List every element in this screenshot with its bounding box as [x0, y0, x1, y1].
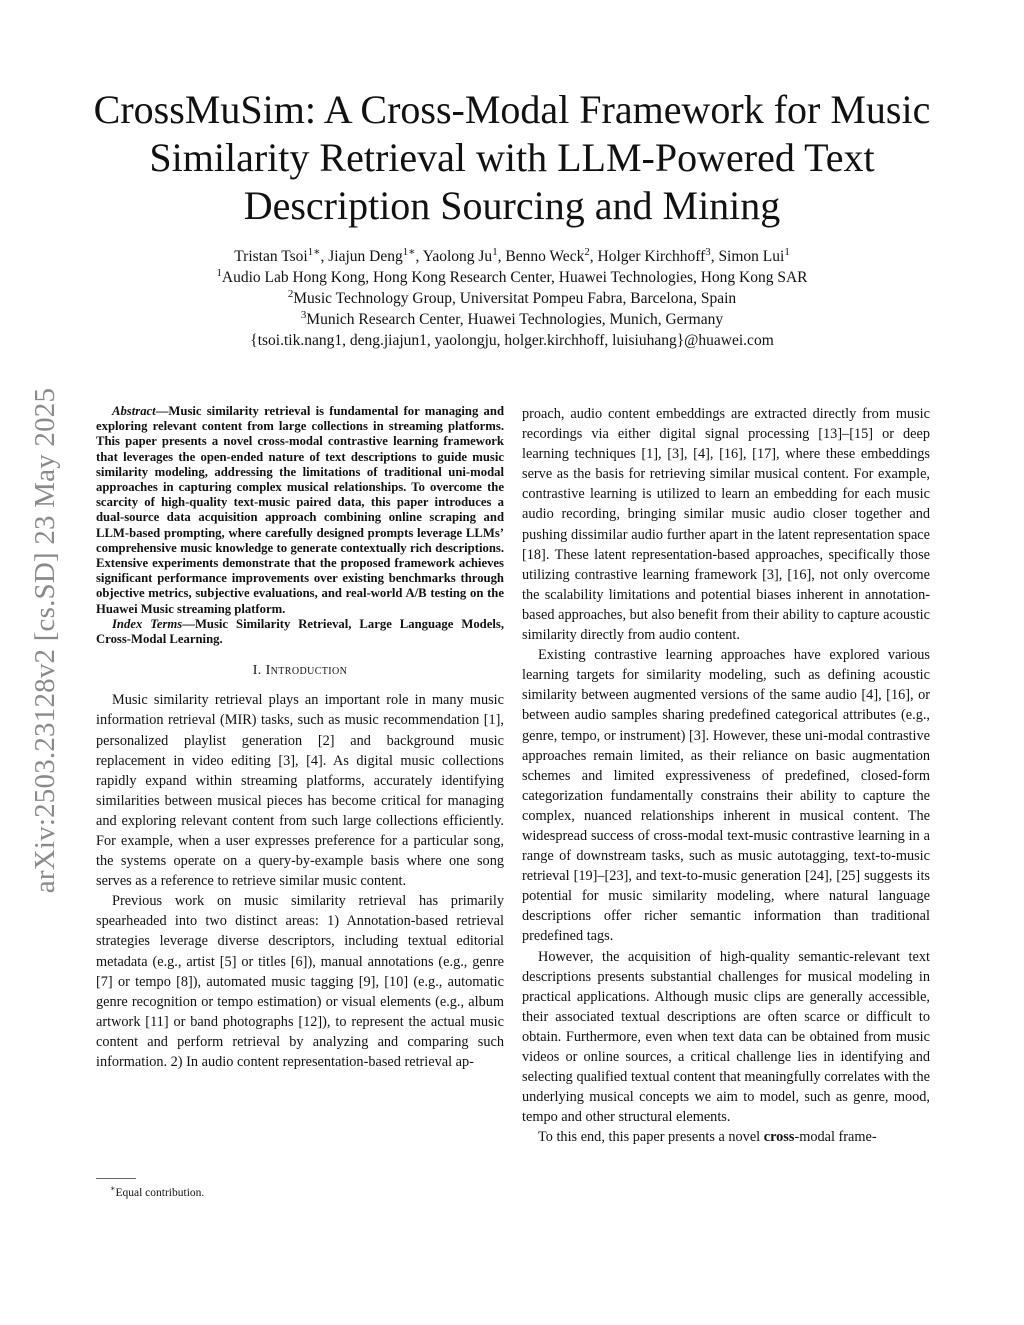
intro-paragraph-5: To this end, this paper presents a novel cross-modal frame- [538, 1129, 877, 1146]
author-block [60, 246, 964, 351]
index-terms-text: —Music Similarity Retrieval, Large Language Models, Cross-Modal Learning. [96, 616, 504, 647]
left-column [96, 404, 504, 1072]
arxiv-identifier: arXiv:2503.23128v2 [cs.SD] 23 May 2025 [29, 387, 62, 893]
footnote: ∗Equal contribution. [110, 1184, 205, 1199]
paper-title [60, 86, 964, 230]
abstract-label: Abstract [112, 404, 156, 418]
author-emails: {tsoi.tik.nang1, deng.jiajun1, yaolongju, holger.kirchhoff, luisiuhang}@huawei.com [250, 332, 774, 349]
intro-paragraph-4: However, the acquisition of high-quality semantic-relevant text descriptions presents substantial challenges for musical modeling in practical applications. Although music clips are generally accessible, their associated textual descriptions are often scarce or difficult to obtain. Furthermore, even when text data can be obtained from music videos or online sources, a critical challenge lies in identifying and selecting qualified textual content that meaningfully correlates with the underlying musical concepts we aim to model, such as genre, mood, tempo and other structural elements. [522, 948, 930, 1126]
intro-paragraph-1: Music similarity retrieval plays an important role in many music information retrieval (MIR) tasks, such as music recommendation [1], personalized playlist generation [2] and background music replacement in video editing [3], [4]. As digital music collections rapidly expand within streaming platforms, accurately identifying similarities between musical pieces has become critical for managing and exploring relevant content from such large collections efficiently. For example, when a user expresses preference for a particular song, the systems operate on a query-by-example basis where one song serves as a reference to retrieve similar music content. [96, 692, 504, 890]
intro-paragraph-3: Existing contrastive learning approaches have explored various learning targets for similarity modeling, such as defining acoustic similarity between augmented versions of the same audio [4], [16], or between audio samples sharing predefined categorical attributes (e.g., genre, tempo, or instrument) [3]. However, these uni-modal contrastive approaches remain limited, as their reliance on basic augmentation schemes and limited expressiveness of predefined, closed-form categorization fundamentally constrains their ability to capture the complex, nuanced relationships inherent in musical content. The widespread success of cross-modal text-music contrastive learning in a range of downstream tasks, such as music autotagging, text-to-music retrieval [19]–[23], and text-to-music generation [24], [25] suggests its potential for music similarity modeling, where natural language descriptions offer richer semantic information than traditional predefined tags. [522, 647, 930, 945]
affiliation-3: $^3$Munich Research Center, Huawei Technologies, Munich, Germany [300, 308, 724, 328]
abstract [96, 404, 504, 617]
affiliation-2: $^2$Music Technology Group, Universitat Pompeu Fabra, Barcelona, Spain [287, 287, 737, 307]
title-line-1: CrossMuSim: A Cross-Modal Framework for Music [93, 87, 931, 132]
title-line-2: Similarity Retrieval with LLM-Powered Text [149, 135, 875, 180]
affiliation-1: $^1$Audio Lab Hong Kong, Hong Kong Research Center, Huawei Technologies, Hong Kong SAR [216, 266, 808, 286]
section-heading-introduction: I. Introduction [252, 663, 348, 679]
intro-paragraph-2: Previous work on music similarity retrieval has primarily spearheaded into two distinct areas: 1) Annotation-based retrieval strategies leverage diverse descriptors, including textual editorial metadata (e.g., artist [5] or titles [6]), manual annotations (e.g., genre [7] or tempo [8]), automated music tagging [9], [10] (e.g., automatic genre recognition or tempo estimation) or visual elements (e.g., album artwork [11] or band photographs [12]), to represent the actual music content and perform retrieval by analyzing and comparing such information. 2) In audio content representation-based retrieval ap- [96, 893, 504, 1071]
intro-paragraph-2-continued: proach, audio content embeddings are extracted directly from music recordings via either digital signal processing [13]–[15] or deep learning techniques [1], [3], [4], [16], [17], where these embeddings serve as the basis for retrieving similar musical content. For example, contrastive learning is utilized to learn an embedding for each music audio recording, bringing similar music audio closer together and pushing dissimilar audio further apart in the latent representation space [18]. These latent representation-based approaches, specifically those utilizing contrastive learning framework [3], [16], not only overcome the scalability limitations and potential biases inherent in annotation-based approaches, but also benefit from their ability to capture acoustic similarity directly from audio content. [522, 406, 930, 644]
index-terms-label: Index Terms [112, 616, 183, 631]
title-line-3: Description Sourcing and Mining [243, 183, 781, 228]
abstract-text: —Music similarity retrieval is fundamental for managing and exploring relevant content from large collections in streaming platforms. This paper presents a novel cross-modal contrastive learning framework that leverages the open-ended nature of text descriptions to guide music similarity modeling, addressing the limitations of traditional uni-modal approaches in capturing complex musical relationships. To overcome the scarcity of high-quality text-music paired data, this paper introduces a dual-source data acquisition approach combining online scraping and LLM-based prompting, where carefully designed prompts leverage LLMs’ comprehensive music knowledge to generate contextually rich descriptions. Extensive experiments demonstrate that the proposed framework achieves significant performance improvements over existing benchmarks through objective metrics, subjective evaluations, and real-world A/B testing on the Huawei Music streaming platform. [96, 404, 504, 616]
footnote-rule [96, 1178, 136, 1179]
right-column [522, 404, 930, 1147]
index-terms [96, 617, 504, 647]
arxiv-sidebar [20, 330, 72, 950]
author-list: Tristan Tsoi$^{1∗}$, Jiajun Deng$^{1∗}$, Yaolong Ju$^1$, Benno Weck$^2$, Holger Kirchhoff$^3$, Simon Lui$^1$ [234, 245, 790, 265]
